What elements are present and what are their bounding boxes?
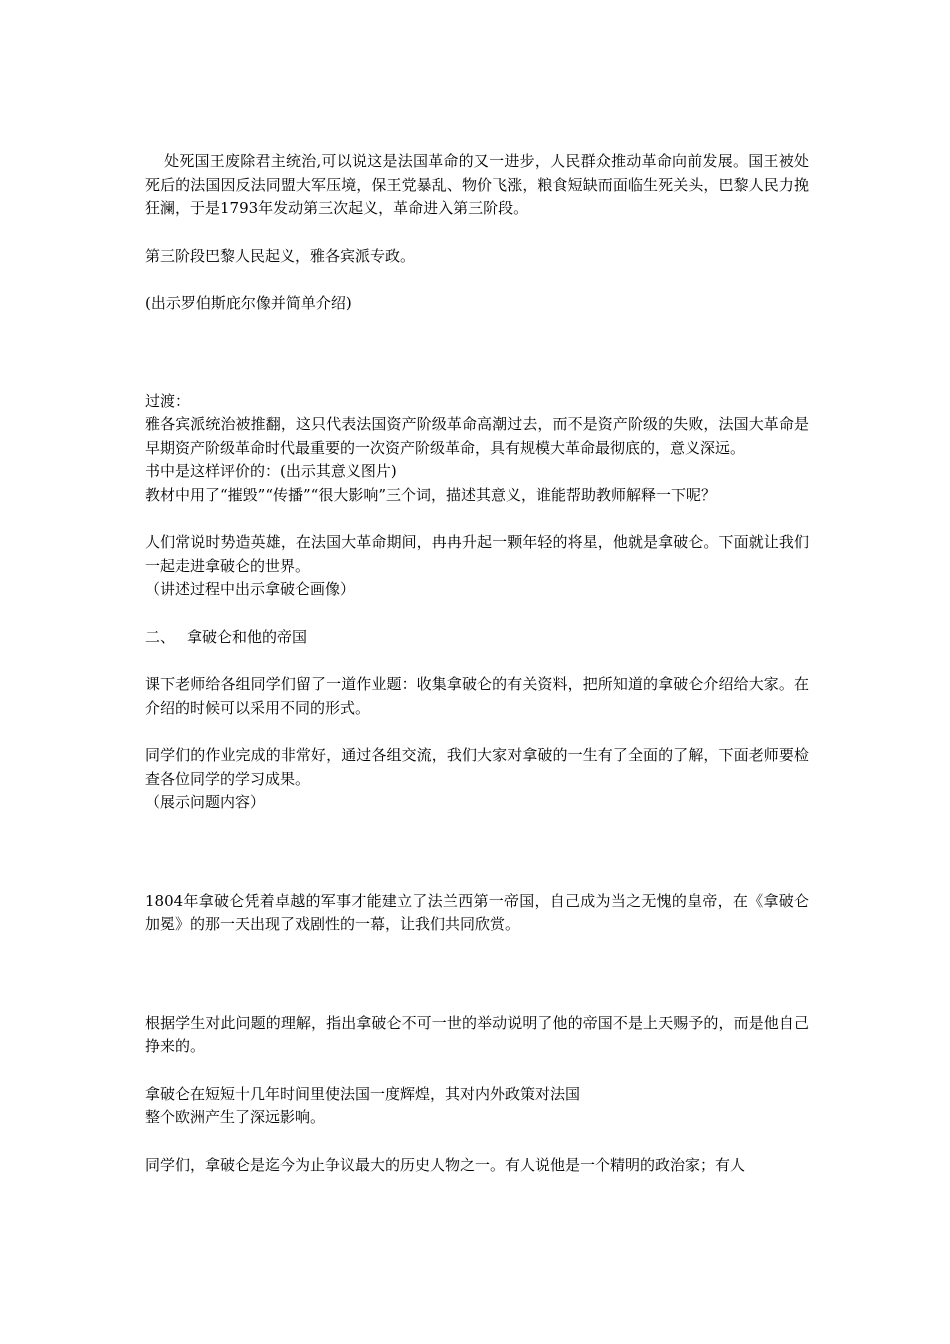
section-number: 二、 bbox=[145, 627, 176, 646]
spacer bbox=[145, 815, 809, 890]
paragraph-homework-review: 同学们的作业完成的非常好，通过各组交流，我们大家对拿破的一生有了全面的了解，下面老师要检查各位同学的学习成果。 bbox=[145, 746, 809, 788]
paragraph-transition-label: 过渡： bbox=[145, 391, 191, 410]
paragraph-napoleon-intro: 人们常说时势造英雄，在法国大革命期间，冉冉升起一颗年轻的将星，他就是拿破仑。下面就让我们一起走进拿破仑的世界。 bbox=[145, 533, 809, 575]
paragraph-robespierre-note: (出示罗伯斯庇尔像并简单介绍) bbox=[145, 294, 352, 312]
spacer bbox=[145, 507, 809, 531]
paragraph-execution-of-king: 处死国王废除君主统治,可以说这是法国革命的又一进步，人民群众推动革命向前发展。国王被处死后的法国因反法同盟大军压境，保王党暴乱、物价飞涨，粮食短缺而面临生死关头，巴黎人民力挽狂澜，于是1793年发动第三次起义，革命进入第三阶段。 bbox=[145, 152, 809, 217]
paragraph-napoleon-influence-line1: 拿破仑在短短十几年时间里使法国一度辉煌，其对内外政策对法国 bbox=[145, 1084, 581, 1103]
paragraph-show-questions-note: （展示问题内容） bbox=[145, 793, 266, 811]
paragraph-napoleon-influence-line2: 整个欧洲产生了深远影响。 bbox=[145, 1108, 326, 1126]
paragraph-homework-assignment: 课下老师给各组同学们留了一道作业题：收集拿破仑的有关资料，把所知道的拿破仑介绍给大家。在介绍的时候可以采用不同的形式。 bbox=[145, 675, 809, 717]
paragraph-napoleon-controversy: 同学们，拿破仑是迄今为止争议最大的历史人物之一。有人说他是一个精明的政治家；有人 bbox=[145, 1155, 746, 1174]
document-body bbox=[145, 150, 809, 1177]
spacer bbox=[145, 720, 809, 744]
spacer bbox=[145, 649, 809, 673]
paragraph-textbook-evaluation: 书中是这样评价的：(出示其意义图片) bbox=[145, 462, 397, 480]
spacer bbox=[145, 602, 809, 626]
paragraph-third-stage: 第三阶段巴黎人民起义，雅各宾派专政。 bbox=[145, 246, 416, 265]
spacer bbox=[145, 1130, 809, 1154]
paragraph-napoleon-portrait-note: （讲述过程中出示拿破仑画像） bbox=[145, 580, 356, 598]
spacer bbox=[145, 1059, 809, 1083]
section-title: 拿破仑和他的帝国 bbox=[187, 627, 308, 646]
paragraph-empire-earned: 根据学生对此问题的理解，指出拿破仑不可一世的举动说明了他的帝国不是上天赐予的，而是他自己挣来的。 bbox=[145, 1013, 809, 1055]
spacer bbox=[145, 221, 809, 245]
spacer bbox=[145, 937, 809, 1012]
spacer bbox=[145, 268, 809, 292]
section-heading-napoleon-empire bbox=[145, 626, 809, 650]
spacer bbox=[145, 316, 809, 390]
paragraph-jacobin-overthrow: 雅各宾派统治被推翻，这只代表法国资产阶级革命高潮过去，而不是资产阶级的失败，法国大革命是早期资产阶级革命时代最重要的一次资产阶级革命，具有规模大革命最彻底的，意义深远。 bbox=[145, 415, 809, 457]
paragraph-coronation: 1804年拿破仑凭着卓越的军事才能建立了法兰西第一帝国，自己成为当之无愧的皇帝，在《拿破仑加冕》的那一天出现了戏剧性的一幕，让我们共同欣赏。 bbox=[145, 891, 809, 933]
paragraph-three-words-question: 教材中用了“摧毁”“传播”“很大影响”三个词，描述其意义，谁能帮助教师解释一下呢？ bbox=[145, 485, 717, 504]
